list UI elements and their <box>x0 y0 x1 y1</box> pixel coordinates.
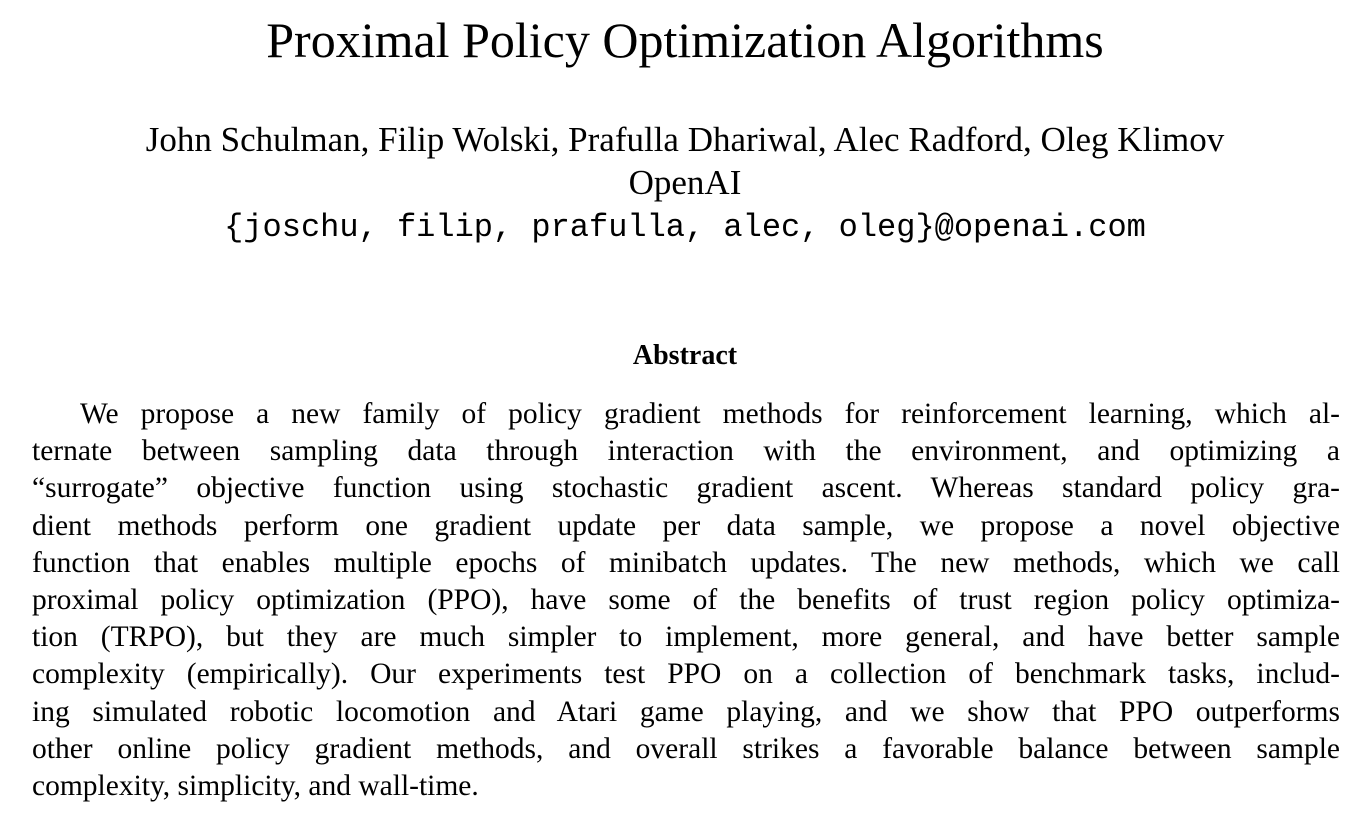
abstract-line: “surrogate” objective function using stochastic gradient ascent. Whereas standard policy gra- <box>32 472 1340 505</box>
abstract-line: ternate between sampling data through interaction with the environment, and optimizing a <box>32 435 1340 468</box>
abstract-line: dient methods perform one gradient update per data sample, we propose a novel objective <box>32 509 1340 542</box>
affiliation: OpenAI <box>628 163 742 202</box>
abstract-line: tion (TRPO), but they are much simpler to implement, more general, and have better sample <box>32 621 1340 654</box>
author-emails: {joschu, filip, prafulla, alec, oleg}@openai.com <box>224 209 1146 246</box>
abstract-line: proximal policy optimization (PPO), have some of the benefits of trust region policy optimiza- <box>32 583 1340 616</box>
author-list: John Schulman, Filip Wolski, Prafulla Dhariwal, Alec Radford, Oleg Klimov <box>145 120 1225 159</box>
abstract-line: other online policy gradient methods, and overall strikes a favorable balance between sample <box>32 732 1340 765</box>
abstract-line: complexity (empirically). Our experiments test PPO on a collection of benchmark tasks, includ- <box>32 658 1340 691</box>
paper-title: Proximal Policy Optimization Algorithms <box>266 12 1104 68</box>
abstract-line: function that enables multiple epochs of minibatch updates. The new methods, which we call <box>32 546 1340 579</box>
abstract-heading: Abstract <box>632 340 738 371</box>
abstract-line: ing simulated robotic locomotion and Atari game playing, and we show that PPO outperforms <box>32 695 1340 728</box>
abstract-body <box>32 396 1340 805</box>
abstract-line: complexity, simplicity, and wall-time. <box>32 769 479 802</box>
abstract-line: We propose a new family of policy gradient methods for reinforcement learning, which al- <box>80 398 1340 430</box>
